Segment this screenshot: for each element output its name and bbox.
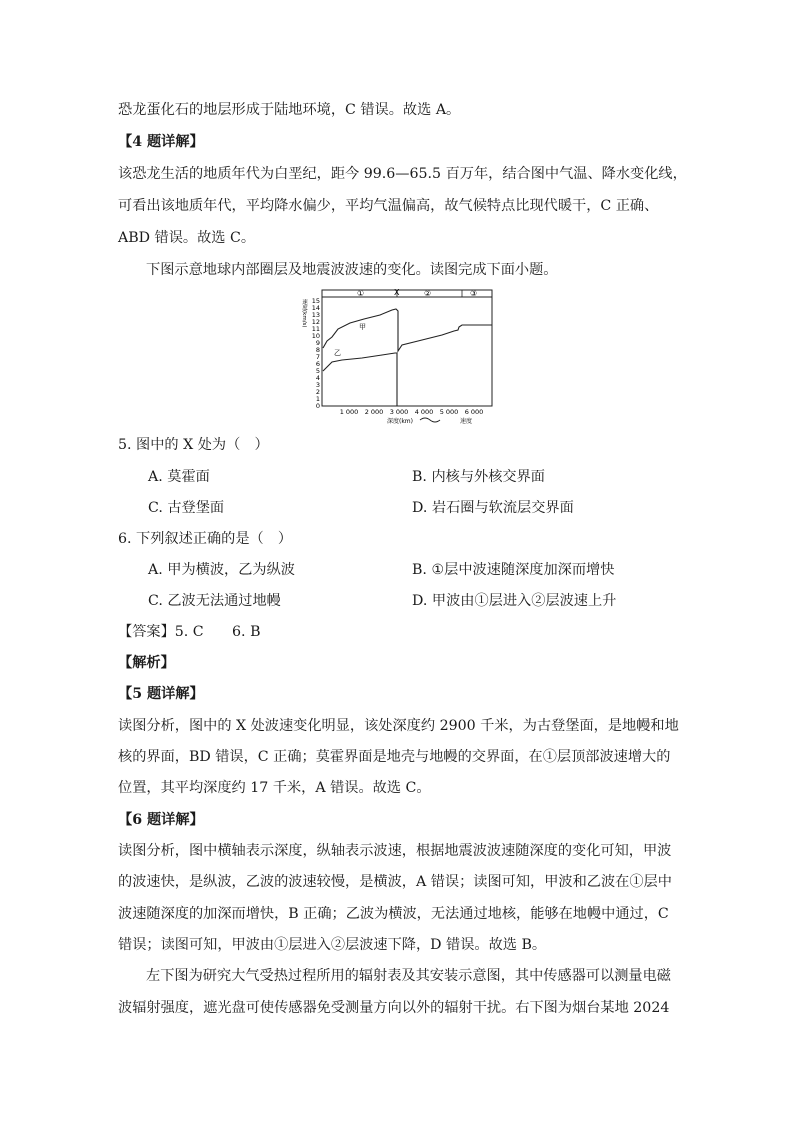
text-line: 位置，其平均深度约 17 千米，A 错误。故选 C。 bbox=[118, 780, 431, 796]
text-line: 波速随深度的加深而增快，B 正确；乙波为横波，无法通过地核，能够在地幔中通过，C bbox=[118, 906, 669, 922]
text-line: 的波速快，是纵波，乙波的波速较慢，是横波，A 错误；读图可知，甲波和乙波在①层中 bbox=[118, 874, 672, 890]
x-tick: 6 000 bbox=[464, 408, 484, 416]
q5-option-b[interactable]: B. 内核与外核交界面 bbox=[412, 469, 545, 485]
intro-line: 下图示意地球内部圈层及地震波波速的变化。读图完成下面小题。 bbox=[146, 262, 558, 278]
y-axis-label: 速度(km/s) bbox=[301, 299, 307, 328]
q6-option-a[interactable]: A. 甲为横波，乙为纵波 bbox=[148, 562, 295, 578]
y-tick: 10 bbox=[311, 332, 320, 340]
y-tick: 8 bbox=[315, 346, 320, 354]
q5-option-a[interactable]: A. 莫霍面 bbox=[148, 469, 210, 485]
y-tick: 4 bbox=[315, 374, 320, 382]
wave-yi-line bbox=[323, 353, 397, 406]
y-ticks bbox=[312, 297, 320, 410]
text-line: 读图分析，图中横轴表示深度，纵轴表示波速，根据地震波波速随深度的变化可知，甲波 bbox=[118, 843, 672, 859]
y-tick: 1 bbox=[315, 395, 320, 403]
q5-option-d[interactable]: D. 岩石圈与软流层交界面 bbox=[412, 500, 574, 516]
seismic-wave-figure bbox=[302, 285, 494, 425]
x-mark-label: X bbox=[394, 288, 400, 297]
x-tick: 5 000 bbox=[439, 408, 459, 416]
x-ticks bbox=[340, 408, 484, 416]
text-line: ABD 错误。故选 C。 bbox=[118, 230, 256, 246]
text-line: 该恐龙生活的地质年代为白垩纪，距今 99.6—65.5 百万年，结合图中气温、降水变化线， bbox=[118, 166, 687, 182]
text-line: 波辐射强度，遮光盘可使传感器免受测量方向以外的辐射干扰。右下图为烟台某地 2024 bbox=[118, 1000, 670, 1016]
text-line: 错误；读图可知，甲波由①层进入②层波速下降，D 错误。故选 B。 bbox=[118, 937, 547, 953]
q6-option-c[interactable]: C. 乙波无法通过地幔 bbox=[148, 593, 281, 609]
y-tick: 3 bbox=[315, 381, 320, 389]
answer-line: 【答案】5. C 6. B bbox=[118, 624, 261, 640]
y-tick: 7 bbox=[315, 353, 320, 361]
wave-jia-label: 甲 bbox=[359, 323, 366, 331]
section-heading-q4: 【4 题详解】 bbox=[118, 134, 204, 150]
layer-3-label: ③ bbox=[470, 289, 478, 298]
section-heading-q6: 【6 题详解】 bbox=[118, 812, 204, 828]
y-tick: 9 bbox=[315, 339, 320, 347]
wave-yi-label: 乙 bbox=[334, 349, 341, 357]
y-tick: 5 bbox=[315, 367, 320, 375]
y-tick: 11 bbox=[311, 325, 320, 333]
text-line: 核的界面，BD 错误，C 正确；莫霍界面是地壳与地幔的交界面，在①层顶部波速增大的 bbox=[118, 749, 671, 765]
y-tick: 2 bbox=[315, 388, 320, 396]
q5-option-c[interactable]: C. 古登堡面 bbox=[148, 500, 225, 516]
y-tick: 12 bbox=[311, 318, 320, 326]
q6-option-d[interactable]: D. 甲波由①层进入②层波速上升 bbox=[412, 593, 617, 609]
x-tick: 3 000 bbox=[389, 408, 409, 416]
layer-1-label: ① bbox=[357, 289, 365, 298]
x-axis-label: 深度(km) bbox=[386, 418, 414, 425]
plot-frame bbox=[322, 290, 492, 406]
y-tick: 15 bbox=[311, 297, 320, 305]
q6-option-b[interactable]: B. ①层中波速随深度加深而增快 bbox=[412, 562, 615, 578]
text-line: 左下图为研究大气受热过程所用的辐射表及其安装示意图，其中传感器可以测量电磁 bbox=[146, 968, 671, 984]
y-tick: 14 bbox=[311, 304, 320, 312]
wave-legend-icon bbox=[420, 418, 440, 422]
speed-legend-label: 速度 bbox=[460, 418, 473, 425]
analysis-heading: 【解析】 bbox=[118, 655, 175, 671]
layer-2-label: ② bbox=[424, 289, 432, 298]
y-tick: 13 bbox=[311, 311, 320, 319]
section-heading-q5: 【5 题详解】 bbox=[118, 686, 204, 702]
x-tick: 2 000 bbox=[364, 408, 384, 416]
x-tick: 1 000 bbox=[339, 408, 359, 416]
text-line: 恐龙蛋化石的地层形成于陆地环境，C 错误。故选 A。 bbox=[118, 102, 461, 118]
wave-jia-line bbox=[323, 309, 492, 351]
y-tick: 0 bbox=[315, 402, 320, 410]
text-line: 可看出该地质年代，平均降水偏少，平均气温偏高，故气候特点比现代暖干，C 正确、 bbox=[118, 198, 659, 214]
x-tick: 4 000 bbox=[414, 408, 434, 416]
question-5-stem: 5. 图中的 X 处为（ ） bbox=[118, 437, 269, 453]
y-tick: 6 bbox=[315, 360, 320, 368]
text-line: 读图分析，图中的 X 处波速变化明显，该处深度约 2900 千米，为古登堡面，是地幔和地 bbox=[118, 718, 679, 734]
question-6-stem: 6. 下列叙述正确的是（ ） bbox=[118, 531, 293, 547]
